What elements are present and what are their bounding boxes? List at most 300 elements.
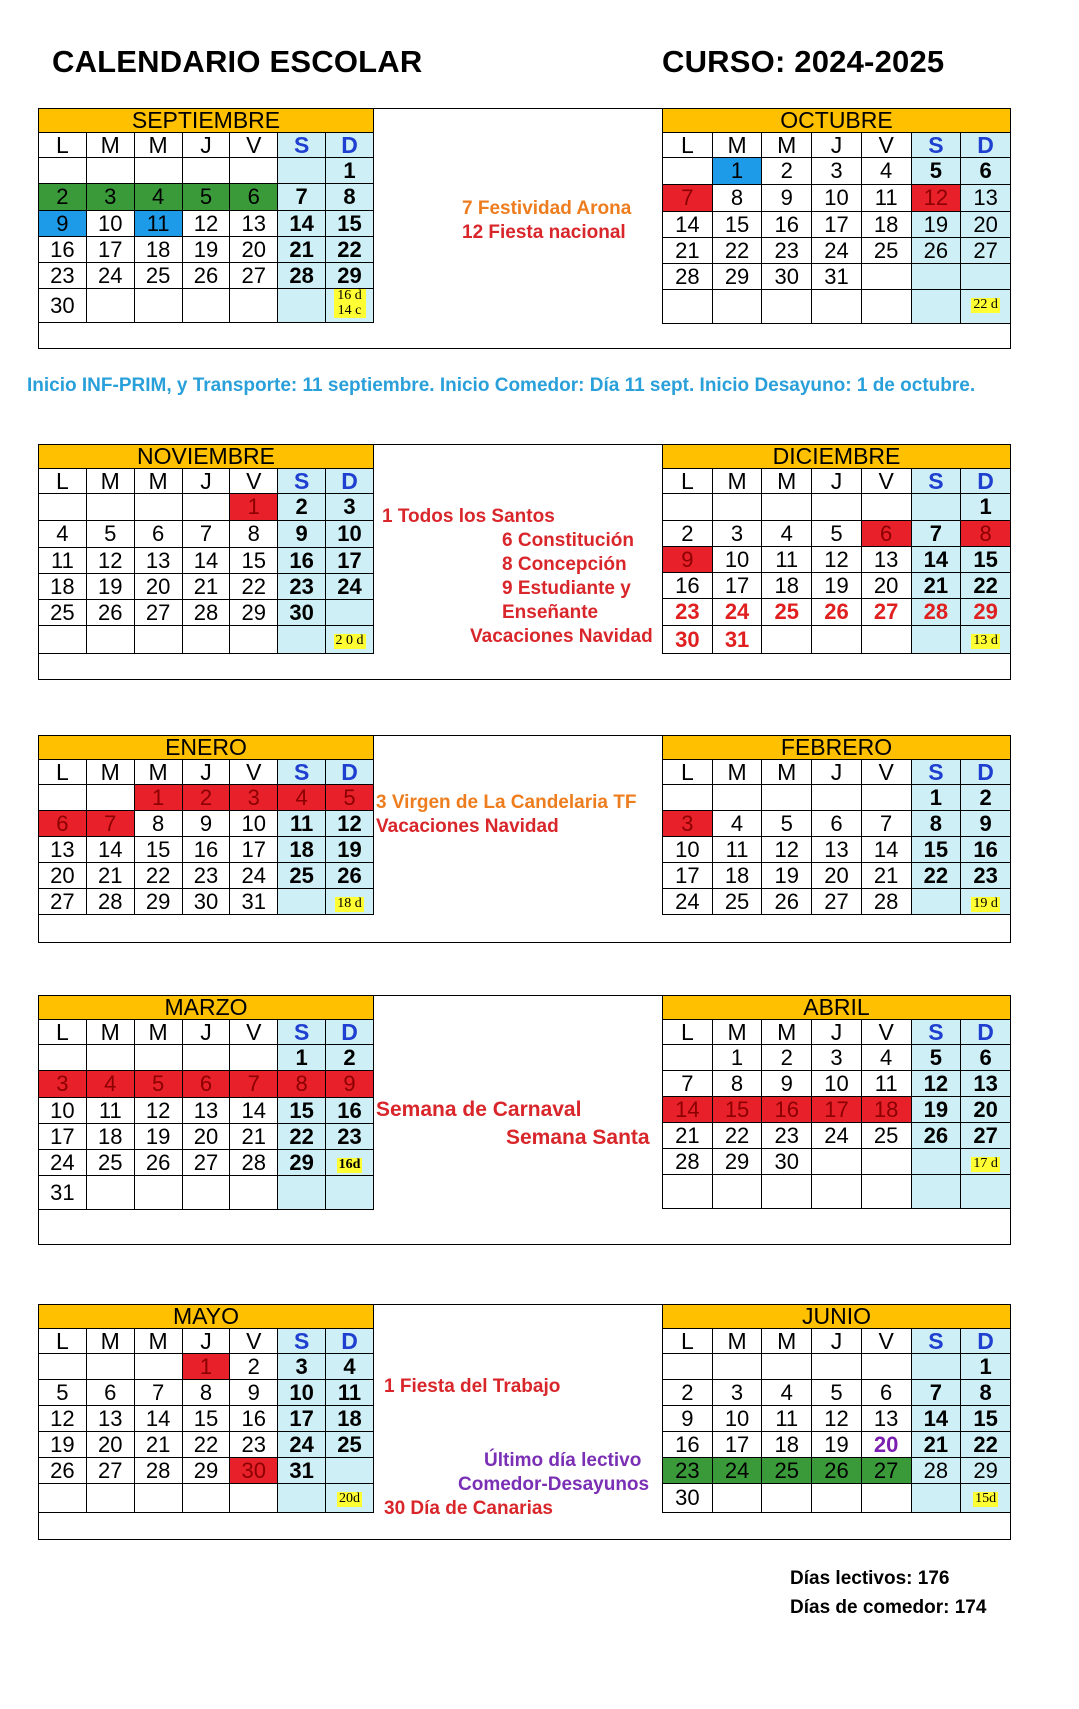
day-header: D xyxy=(326,469,374,494)
empty-cell xyxy=(86,1354,134,1380)
empty-cell xyxy=(861,290,911,324)
empty-cell xyxy=(762,1354,812,1380)
empty-cell xyxy=(86,158,134,184)
day-cell: 11 xyxy=(86,1098,134,1124)
day-cell: 14 xyxy=(134,1406,182,1432)
day-cell: 17 xyxy=(663,863,713,889)
day-cell: 25 xyxy=(861,1123,911,1149)
day-cell: 20 xyxy=(230,237,278,263)
day-cell: 18 xyxy=(278,837,326,863)
empty-cell xyxy=(182,626,230,654)
day-header: M xyxy=(86,133,134,158)
day-cell: 1 xyxy=(911,785,961,811)
day-cell: 20 xyxy=(861,573,911,599)
day-cell: 13 xyxy=(961,185,1011,212)
empty-cell xyxy=(712,494,762,521)
empty-cell xyxy=(911,1175,961,1209)
day-cell: 13 xyxy=(230,211,278,237)
day-cell: 14 xyxy=(911,1406,961,1432)
day-cell: 20 xyxy=(961,1097,1011,1123)
day-cell: 21 xyxy=(663,238,713,264)
day-header: M xyxy=(86,469,134,494)
day-cell: 30 xyxy=(762,1149,812,1175)
day-cell: 13 xyxy=(961,1071,1011,1097)
day-cell: 5 xyxy=(812,1380,862,1406)
day-cell: 12 xyxy=(911,1071,961,1097)
empty-cell xyxy=(861,626,911,654)
day-cell: 26 xyxy=(812,1458,862,1484)
day-cell: 16 xyxy=(326,1098,374,1124)
day-cell: 29 xyxy=(182,1458,230,1484)
day-header: V xyxy=(230,760,278,785)
day-cell: 16 xyxy=(39,237,87,263)
day-cell: 21 xyxy=(182,574,230,600)
day-cell: 1 xyxy=(326,158,374,184)
day-cell: 28 xyxy=(663,264,713,290)
empty-cell xyxy=(663,1354,713,1380)
day-cell: 26 xyxy=(812,599,862,626)
day-cell: 11 xyxy=(712,837,762,863)
empty-cell xyxy=(712,290,762,324)
day-cell: 21 xyxy=(86,863,134,889)
day-cell: 12 xyxy=(326,811,374,837)
calendar-diciembre xyxy=(662,444,1011,654)
day-header: M xyxy=(712,1329,762,1354)
empty-cell xyxy=(663,290,713,324)
day-cell: 9 xyxy=(663,547,713,573)
day-header: S xyxy=(911,760,961,785)
empty-cell xyxy=(182,289,230,323)
day-cell: 27 xyxy=(39,889,87,915)
empty-cell xyxy=(812,1354,862,1380)
day-cell: 15 xyxy=(278,1098,326,1124)
day-cell: 27 xyxy=(861,1458,911,1484)
day-cell: 5 xyxy=(182,184,230,211)
day-cell: 15 xyxy=(134,837,182,863)
note-vacaciones-navidad-dic: Vacaciones Navidad xyxy=(470,626,653,647)
empty-cell xyxy=(663,1045,713,1071)
note-estudiante: 9 Estudiante y xyxy=(502,578,631,599)
day-cell: 30 xyxy=(230,1458,278,1484)
day-header: V xyxy=(230,469,278,494)
day-cell: 11 xyxy=(861,185,911,212)
day-cell: 20 xyxy=(812,863,862,889)
day-cell: 28 xyxy=(182,600,230,626)
empty-cell xyxy=(182,158,230,184)
day-cell: 24 xyxy=(812,1123,862,1149)
day-cell: 1 xyxy=(712,1045,762,1071)
day-cell: 7 xyxy=(278,184,326,211)
day-header: L xyxy=(663,760,713,785)
empty-cell xyxy=(911,290,961,324)
day-cell: 5 xyxy=(326,785,374,811)
empty-cell xyxy=(861,494,911,521)
empty-cell xyxy=(663,1175,713,1209)
day-header: V xyxy=(861,133,911,158)
day-header: M xyxy=(762,760,812,785)
empty-cell xyxy=(86,1176,134,1210)
empty-cell xyxy=(230,1484,278,1513)
day-cell: 19 xyxy=(762,863,812,889)
day-cell: 18 xyxy=(86,1124,134,1150)
month-name: FEBRERO xyxy=(663,736,1011,760)
day-cell: 25 xyxy=(712,889,762,915)
empty-cell xyxy=(86,626,134,654)
empty-cell xyxy=(861,1354,911,1380)
day-cell: 23 xyxy=(326,1124,374,1150)
day-cell: 2 xyxy=(326,1045,374,1071)
day-cell: 21 xyxy=(861,863,911,889)
calendar-junio xyxy=(662,1304,1011,1513)
empty-cell xyxy=(911,264,961,290)
day-cell: 13 xyxy=(861,1406,911,1432)
day-cell: 14 xyxy=(663,212,713,238)
empty-cell xyxy=(86,1045,134,1071)
day-header: M xyxy=(712,133,762,158)
day-cell: 4 xyxy=(39,521,87,548)
days-count-label: 13 d xyxy=(973,633,998,648)
day-cell: 8 xyxy=(278,1071,326,1098)
day-header: L xyxy=(39,1329,87,1354)
day-cell: 12 xyxy=(762,837,812,863)
day-cell: 14 xyxy=(182,548,230,574)
empty-cell xyxy=(762,290,812,324)
day-header: D xyxy=(961,133,1011,158)
day-cell: 1 xyxy=(961,1354,1011,1380)
day-cell: 3 xyxy=(812,158,862,185)
day-cell: 17 xyxy=(326,548,374,574)
day-cell: 26 xyxy=(911,1123,961,1149)
day-cell: 24 xyxy=(812,238,862,264)
day-cell: 28 xyxy=(911,599,961,626)
day-cell: 11 xyxy=(39,548,87,574)
days-count-label: 16 d xyxy=(334,289,366,304)
days-count-tag xyxy=(961,1484,1011,1513)
empty-cell xyxy=(812,290,862,324)
day-cell: 29 xyxy=(961,1458,1011,1484)
day-header: J xyxy=(812,760,862,785)
day-cell: 22 xyxy=(911,863,961,889)
note-concepcion: 8 Concepción xyxy=(502,554,627,575)
day-cell: 1 xyxy=(182,1354,230,1380)
day-cell: 11 xyxy=(278,811,326,837)
empty-cell xyxy=(762,626,812,654)
day-cell: 5 xyxy=(86,521,134,548)
day-cell: 31 xyxy=(812,264,862,290)
month-name: SEPTIEMBRE xyxy=(39,109,374,133)
empty-cell xyxy=(961,1175,1011,1209)
day-header: M xyxy=(134,469,182,494)
empty-cell xyxy=(812,494,862,521)
day-header: S xyxy=(278,133,326,158)
day-cell: 21 xyxy=(911,1432,961,1458)
day-cell: 28 xyxy=(911,1458,961,1484)
empty-cell xyxy=(182,494,230,521)
day-cell: 7 xyxy=(663,1071,713,1097)
day-cell: 14 xyxy=(911,547,961,573)
day-cell: 6 xyxy=(961,1045,1011,1071)
day-header: V xyxy=(861,469,911,494)
day-header: L xyxy=(663,1020,713,1045)
empty-cell xyxy=(134,1176,182,1210)
day-cell: 5 xyxy=(39,1380,87,1406)
note-fiesta-trabajo: 1 Fiesta del Trabajo xyxy=(384,1376,561,1397)
day-cell: 9 xyxy=(762,185,812,212)
total-dias-lectivos: Días lectivos: 176 xyxy=(790,1568,950,1589)
day-cell: 8 xyxy=(961,1380,1011,1406)
day-cell: 26 xyxy=(911,238,961,264)
day-cell: 16 xyxy=(762,1097,812,1123)
day-cell: 12 xyxy=(86,548,134,574)
day-cell: 12 xyxy=(911,185,961,212)
day-header: S xyxy=(278,1329,326,1354)
day-cell: 21 xyxy=(663,1123,713,1149)
day-cell: 24 xyxy=(663,889,713,915)
day-cell: 15 xyxy=(911,837,961,863)
day-cell: 2 xyxy=(182,785,230,811)
day-cell: 2 xyxy=(230,1354,278,1380)
day-header: D xyxy=(326,1329,374,1354)
day-cell: 25 xyxy=(762,599,812,626)
day-cell: 1 xyxy=(134,785,182,811)
day-cell: 9 xyxy=(230,1380,278,1406)
day-cell: 16 xyxy=(762,212,812,238)
day-cell: 3 xyxy=(39,1071,87,1098)
empty-cell xyxy=(861,1175,911,1209)
day-cell: 5 xyxy=(134,1071,182,1098)
days-count-label: 22 d xyxy=(973,297,998,312)
day-cell: 3 xyxy=(278,1354,326,1380)
day-header: D xyxy=(326,760,374,785)
day-cell: 19 xyxy=(134,1124,182,1150)
empty-cell xyxy=(39,626,87,654)
day-cell: 17 xyxy=(39,1124,87,1150)
day-cell: 31 xyxy=(712,626,762,654)
day-cell: 18 xyxy=(39,574,87,600)
empty-cell xyxy=(812,1149,862,1175)
day-cell: 19 xyxy=(326,837,374,863)
day-header: D xyxy=(961,1020,1011,1045)
day-header: M xyxy=(712,1020,762,1045)
day-cell: 29 xyxy=(278,1150,326,1176)
day-cell: 23 xyxy=(762,1123,812,1149)
day-cell: 11 xyxy=(861,1071,911,1097)
day-cell: 9 xyxy=(326,1071,374,1098)
day-cell: 14 xyxy=(86,837,134,863)
day-cell: 12 xyxy=(39,1406,87,1432)
empty-cell xyxy=(278,626,326,654)
day-cell: 23 xyxy=(278,574,326,600)
day-cell: 13 xyxy=(812,837,862,863)
days-count-tag xyxy=(326,1484,374,1513)
day-cell: 29 xyxy=(230,600,278,626)
day-cell: 19 xyxy=(911,1097,961,1123)
day-cell: 12 xyxy=(812,1406,862,1432)
days-count-tag xyxy=(326,889,374,915)
days-count-label: 17 d xyxy=(973,1156,998,1171)
day-cell: 26 xyxy=(326,863,374,889)
day-cell: 10 xyxy=(712,1406,762,1432)
day-cell: 17 xyxy=(712,573,762,599)
day-header: J xyxy=(182,1020,230,1045)
calendar-mayo xyxy=(38,1304,374,1513)
empty-cell xyxy=(278,289,326,323)
day-cell: 15 xyxy=(326,211,374,237)
day-cell: 11 xyxy=(762,1406,812,1432)
day-cell: 14 xyxy=(230,1098,278,1124)
day-header: L xyxy=(39,760,87,785)
day-cell: 10 xyxy=(326,521,374,548)
day-cell: 2 xyxy=(762,1045,812,1071)
day-cell: 11 xyxy=(134,211,182,237)
empty-cell xyxy=(961,264,1011,290)
month-name: NOVIEMBRE xyxy=(39,445,374,469)
day-header: M xyxy=(762,133,812,158)
day-cell: 29 xyxy=(134,889,182,915)
day-cell: 15 xyxy=(712,1097,762,1123)
day-cell: 20 xyxy=(134,574,182,600)
day-header: J xyxy=(812,133,862,158)
note-semana-santa: Semana Santa xyxy=(506,1126,650,1149)
empty-cell xyxy=(134,626,182,654)
day-header: J xyxy=(812,1020,862,1045)
day-cell: 29 xyxy=(326,263,374,289)
day-header: M xyxy=(86,760,134,785)
empty-cell xyxy=(182,1484,230,1513)
day-cell: 19 xyxy=(911,212,961,238)
day-header: M xyxy=(86,1020,134,1045)
day-cell: 2 xyxy=(762,158,812,185)
day-cell: 3 xyxy=(712,1380,762,1406)
day-cell: 11 xyxy=(326,1380,374,1406)
day-cell: 29 xyxy=(712,264,762,290)
day-header: V xyxy=(861,1329,911,1354)
day-cell: 17 xyxy=(812,1097,862,1123)
day-cell: 17 xyxy=(86,237,134,263)
empty-cell xyxy=(134,494,182,521)
day-cell: 29 xyxy=(712,1149,762,1175)
day-cell: 4 xyxy=(762,521,812,547)
day-cell: 13 xyxy=(86,1406,134,1432)
day-cell: 8 xyxy=(712,185,762,212)
day-cell: 24 xyxy=(712,599,762,626)
day-cell: 30 xyxy=(663,626,713,654)
day-cell: 7 xyxy=(230,1071,278,1098)
day-cell: 22 xyxy=(326,237,374,263)
day-cell: 3 xyxy=(326,494,374,521)
day-cell: 2 xyxy=(663,1380,713,1406)
empty-cell xyxy=(861,264,911,290)
day-cell: 30 xyxy=(762,264,812,290)
day-cell: 22 xyxy=(961,573,1011,599)
calendar-enero xyxy=(38,735,374,915)
empty-cell xyxy=(86,289,134,323)
day-cell: 9 xyxy=(762,1071,812,1097)
empty-cell xyxy=(326,1176,374,1210)
empty-cell xyxy=(230,1045,278,1071)
day-header: J xyxy=(182,760,230,785)
empty-cell xyxy=(134,1484,182,1513)
day-cell: 6 xyxy=(230,184,278,211)
days-count-tag xyxy=(961,290,1011,324)
day-cell: 19 xyxy=(812,573,862,599)
day-cell: 4 xyxy=(86,1071,134,1098)
day-cell: 7 xyxy=(86,811,134,837)
empty-cell xyxy=(278,889,326,915)
day-header: M xyxy=(134,133,182,158)
day-cell: 20 xyxy=(861,1432,911,1458)
day-header: D xyxy=(961,760,1011,785)
day-cell: 22 xyxy=(278,1124,326,1150)
day-header: M xyxy=(712,760,762,785)
day-cell: 4 xyxy=(712,811,762,837)
day-cell: 10 xyxy=(278,1380,326,1406)
day-cell: 16 xyxy=(961,837,1011,863)
empty-cell xyxy=(911,1354,961,1380)
empty-cell xyxy=(230,626,278,654)
month-name: JUNIO xyxy=(663,1305,1011,1329)
info-inicio: Inicio INF-PRIM, y Transporte: 11 septiembre. Inicio Comedor: Día 11 sept. Inicio Desayuno: 1 de octubre. xyxy=(27,375,976,396)
day-cell: 7 xyxy=(182,521,230,548)
day-cell: 5 xyxy=(911,158,961,185)
day-header: L xyxy=(663,133,713,158)
day-cell: 10 xyxy=(663,837,713,863)
day-cell: 14 xyxy=(861,837,911,863)
day-cell: 9 xyxy=(278,521,326,548)
day-header: V xyxy=(230,133,278,158)
day-cell: 12 xyxy=(182,211,230,237)
day-cell: 3 xyxy=(230,785,278,811)
empty-cell xyxy=(39,1484,87,1513)
day-cell: 18 xyxy=(861,1097,911,1123)
day-cell: 6 xyxy=(134,521,182,548)
day-cell: 24 xyxy=(86,263,134,289)
day-cell: 17 xyxy=(230,837,278,863)
day-cell: 25 xyxy=(326,1432,374,1458)
day-header: L xyxy=(39,1020,87,1045)
day-cell: 6 xyxy=(812,811,862,837)
day-cell: 5 xyxy=(911,1045,961,1071)
days-count-tag xyxy=(961,626,1011,654)
month-name: MARZO xyxy=(39,996,374,1020)
month-name: DICIEMBRE xyxy=(663,445,1011,469)
day-cell: 8 xyxy=(182,1380,230,1406)
day-cell: 2 xyxy=(961,785,1011,811)
day-cell: 30 xyxy=(39,289,87,323)
day-cell: 19 xyxy=(182,237,230,263)
day-cell: 24 xyxy=(230,863,278,889)
empty-cell xyxy=(39,158,87,184)
day-cell: 25 xyxy=(762,1458,812,1484)
days-count-label: 19 d xyxy=(973,896,998,911)
day-cell: 23 xyxy=(182,863,230,889)
day-cell: 16 xyxy=(663,1432,713,1458)
day-cell: 1 xyxy=(278,1045,326,1071)
day-cell: 16 xyxy=(230,1406,278,1432)
day-header: V xyxy=(861,760,911,785)
days-count-label: 15d xyxy=(975,1491,997,1506)
day-cell: 21 xyxy=(278,237,326,263)
calendar-noviembre xyxy=(38,444,374,654)
school-year: CURSO: 2024-2025 xyxy=(662,44,945,79)
day-cell: 22 xyxy=(134,863,182,889)
day-cell: 8 xyxy=(911,811,961,837)
empty-cell xyxy=(134,1045,182,1071)
day-cell: 6 xyxy=(182,1071,230,1098)
days-count-tag xyxy=(326,626,374,654)
day-cell: 27 xyxy=(182,1150,230,1176)
calendar-febrero xyxy=(662,735,1011,915)
